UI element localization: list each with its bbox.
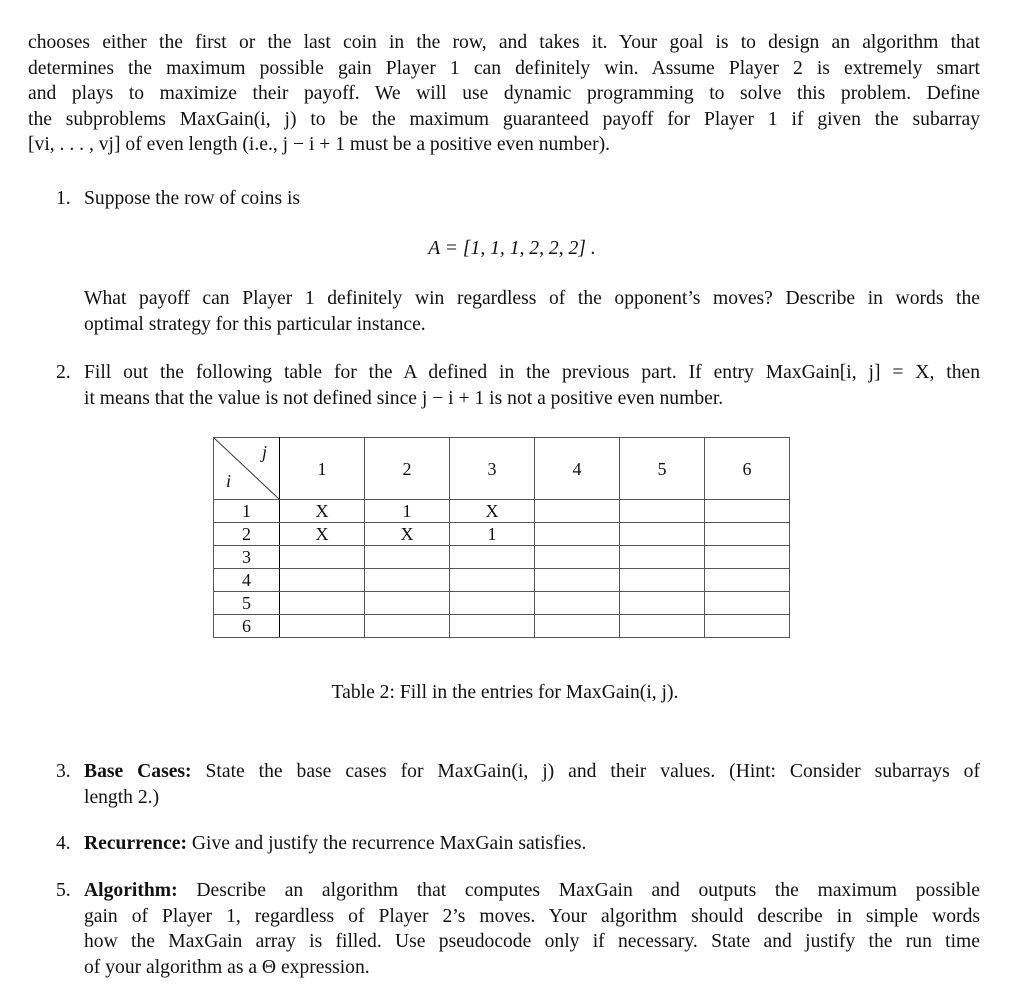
table-row <box>214 523 790 546</box>
table-cell: 1 <box>450 523 535 546</box>
table-cell <box>705 500 790 523</box>
table-cell <box>450 569 535 592</box>
table-cell <box>705 523 790 546</box>
table-cell: X <box>280 523 365 546</box>
text-line: chooses either the first or the last coin in the row, and takes it. Your goal is to design an algorithm that <box>28 32 980 53</box>
intro-paragraph <box>28 30 980 158</box>
text-line: it means that the value is not defined since j − i + 1 is not a positive even number. <box>84 387 724 409</box>
text-line: Give and justify the recurrence MaxGain satisfies. <box>191 833 587 854</box>
table-cell <box>365 546 450 569</box>
table-cell <box>280 615 365 638</box>
text-line: [vi, . . . , vj] of even length (i.e., j − i + 1 must be a positive even number). <box>28 134 611 155</box>
row-label: i <box>226 471 232 491</box>
text-line: optimal strategy for this particular instance. <box>84 313 426 335</box>
question-1 <box>56 186 980 212</box>
table-cell <box>535 523 620 546</box>
table-cell <box>450 592 535 615</box>
table-cell <box>620 592 705 615</box>
text-line: of your algorithm as a Θ expression. <box>84 956 370 978</box>
row-header: 6 <box>214 615 280 638</box>
table-cell <box>280 569 365 592</box>
col-header: 2 <box>365 438 450 500</box>
text-line: Describe an algorithm that computes MaxGain and outputs the maximum possible <box>196 880 980 901</box>
table-cell <box>705 569 790 592</box>
question-1-prompt <box>56 286 980 337</box>
table-cell <box>620 569 705 592</box>
table-cell: X <box>365 523 450 546</box>
col-header: 5 <box>620 438 705 500</box>
table-cell <box>705 546 790 569</box>
text-line: how the MaxGain array is filled. Use pseudocode only if necessary. State and justify the run time <box>84 931 980 952</box>
table-cell <box>535 569 620 592</box>
col-header: 3 <box>450 438 535 500</box>
col-header: 4 <box>535 438 620 500</box>
table-cell <box>450 546 535 569</box>
table-cell <box>280 546 365 569</box>
text-line: the subproblems MaxGain(i, j) to be the maximum guaranteed payoff for Player 1 if given the subarray <box>28 108 980 130</box>
item-number: 1. <box>56 188 71 209</box>
text-line: State the base cases for MaxGain(i, j) and their values. (Hint: Consider subarrays of <box>205 761 980 782</box>
table-cell <box>280 592 365 615</box>
diagonal-line <box>214 438 279 499</box>
equation: A = [1, 1, 1, 2, 2, 2] . <box>428 238 596 259</box>
bold-label: Base Cases: <box>84 761 192 782</box>
item-number: 5. <box>56 880 71 901</box>
table-row <box>214 569 790 592</box>
col-header: 1 <box>280 438 365 500</box>
table-cell <box>535 500 620 523</box>
table-row <box>214 500 790 523</box>
corner-cell <box>214 438 280 500</box>
question-text: Suppose the row of coins is <box>84 188 301 209</box>
text-line: determines the maximum possible gain Player 1 can definitely win. Assume Player 2 is extremely smart <box>28 57 980 79</box>
table-cell <box>620 546 705 569</box>
table-cell <box>620 500 705 523</box>
text-line: length 2.) <box>84 786 160 808</box>
bold-label: Recurrence: <box>84 833 187 854</box>
question-5 <box>56 878 980 980</box>
table-cell <box>365 569 450 592</box>
text-line: gain of Player 1, regardless of Player 2’s moves. Your algorithm should describe in simple words <box>84 905 980 927</box>
text-line: and plays to maximize their payoff. We will use dynamic programming to solve this problem. Define <box>28 83 980 104</box>
text-line: Fill out the following table for the A defined in the previous part. If entry MaxGain[i, j] = X, then <box>84 362 980 383</box>
table-cell: 1 <box>365 500 450 523</box>
item-number: 3. <box>56 761 71 782</box>
table-row <box>214 615 790 638</box>
row-header: 3 <box>214 546 280 569</box>
col-header: 6 <box>705 438 790 500</box>
table-cell: X <box>280 500 365 523</box>
table-cell <box>705 592 790 615</box>
row-header: 5 <box>214 592 280 615</box>
table-cell <box>535 546 620 569</box>
table-cell <box>705 615 790 638</box>
table-cell <box>365 592 450 615</box>
row-header: 2 <box>214 523 280 546</box>
item-number: 4. <box>56 833 71 854</box>
table-cell <box>535 592 620 615</box>
item-number: 2. <box>56 362 71 383</box>
question-2 <box>56 360 980 411</box>
maxgain-table <box>213 437 790 638</box>
bold-label: Algorithm: <box>84 880 178 901</box>
table-cell <box>620 523 705 546</box>
row-header: 1 <box>214 500 280 523</box>
table-cell <box>450 615 535 638</box>
table-row <box>214 592 790 615</box>
table-cell <box>620 615 705 638</box>
table-row <box>214 546 790 569</box>
table-caption: Table 2: Fill in the entries for MaxGain(i, j). <box>331 682 679 703</box>
row-header: 4 <box>214 569 280 592</box>
col-label: j <box>261 442 267 462</box>
table-cell: X <box>450 500 535 523</box>
text-line: What payoff can Player 1 definitely win regardless of the opponent’s moves? Describe in words the <box>84 288 980 309</box>
question-3 <box>56 759 980 810</box>
table-cell <box>365 615 450 638</box>
question-4 <box>56 831 980 857</box>
table-cell <box>535 615 620 638</box>
